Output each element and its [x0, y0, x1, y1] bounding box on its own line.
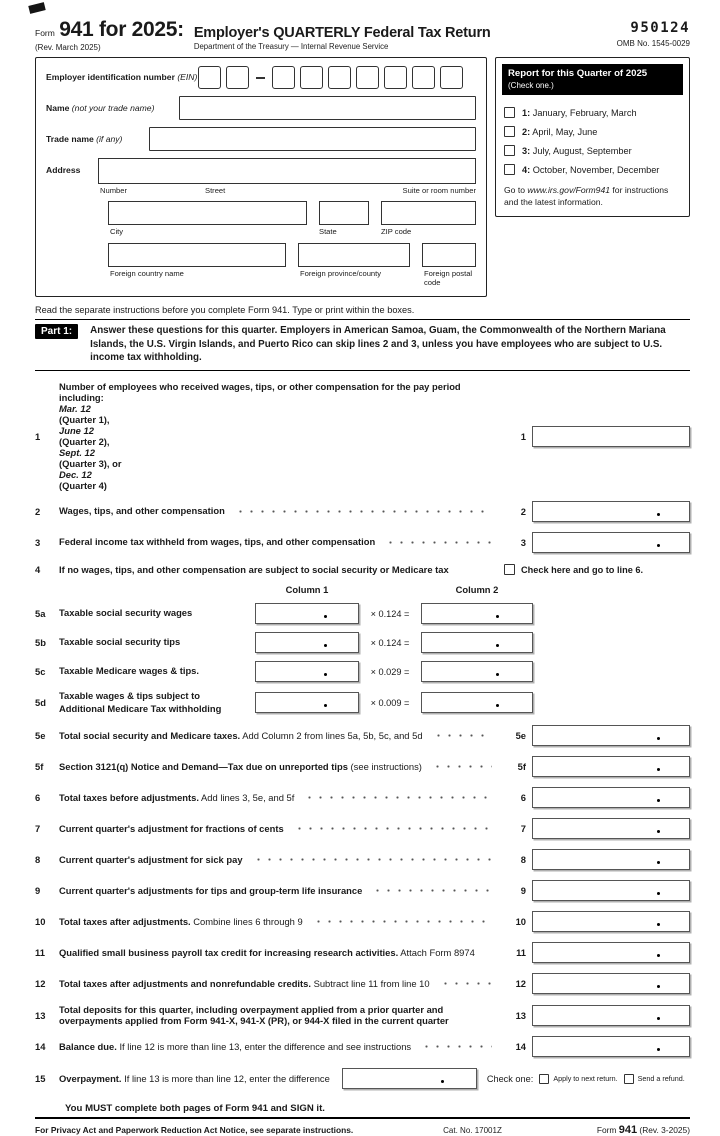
quarter-3-label: July, August, September — [532, 145, 632, 156]
apply-next-return-checkbox[interactable] — [539, 1074, 549, 1084]
city-input[interactable] — [108, 201, 307, 225]
line-2-amount-input[interactable] — [532, 501, 690, 522]
line-15-check-one-label: Check one: — [486, 1073, 534, 1084]
city-label: City — [110, 227, 124, 236]
line-13-text-2: overpayments applied from Form 941-X, 941-X (PR), or 944-X filed in the current quarter — [59, 1015, 449, 1027]
line-12 — [35, 973, 690, 994]
line-5a — [35, 603, 535, 624]
column-2-header: Column 2 — [455, 584, 499, 596]
line-5d-col2-input[interactable] — [421, 692, 533, 713]
apply-to-next-return-option — [539, 1074, 617, 1084]
line-5b-number: 5b — [35, 637, 46, 649]
page-title: Employer's QUARTERLY Federal Tax Return — [193, 25, 491, 41]
quarter-4-checkbox[interactable] — [504, 164, 515, 175]
line-14 — [35, 1036, 690, 1057]
line-8-box-number: 8 — [520, 854, 526, 866]
line-5f-label: Section 3121(q) Notice and Demand—Tax due on unreported tips — [59, 760, 348, 772]
quarter-option-4 — [504, 164, 681, 175]
line-14-instruction: If line 12 is more than line 13, enter the difference and see instructions — [116, 1040, 412, 1052]
line-3-label: Federal income tax withheld from wages, tips, and other compensation — [59, 536, 376, 548]
line-6-instruction: Add lines 3, 5e, and 5f — [198, 791, 295, 803]
line-5c-col2-input[interactable] — [421, 661, 533, 682]
line-1-amount-input[interactable] — [532, 426, 690, 447]
quarter-2-num: 2: — [522, 126, 531, 137]
ein-digit-box[interactable] — [272, 66, 295, 89]
line-7-box-number: 7 — [520, 823, 526, 835]
line-5b-col1-input[interactable] — [255, 632, 359, 653]
quarter-3-num: 3: — [522, 145, 531, 156]
line-14-box-number: 14 — [515, 1041, 526, 1053]
goto-post: for instructions and the latest information. — [504, 185, 669, 207]
foreign-province-input[interactable] — [298, 243, 410, 267]
line-15-amount-input[interactable] — [342, 1068, 477, 1089]
number-label: Number — [100, 186, 128, 195]
line-7-amount-input[interactable] — [532, 818, 690, 839]
line-5c — [35, 661, 535, 682]
foreign-province-label: Foreign province/county — [300, 269, 382, 278]
dot-leader — [432, 764, 492, 769]
line-2 — [35, 501, 690, 522]
line-6-amount-input[interactable] — [532, 787, 690, 808]
foreign-country-label: Foreign country name — [110, 269, 184, 278]
line-4-check-label: Check here and go to line 6. — [521, 564, 644, 575]
trade-name-input[interactable] — [149, 127, 476, 151]
line-6-box-number: 6 — [520, 792, 526, 804]
line-5f-number: 5f — [35, 761, 44, 773]
line-5f-amount-input[interactable] — [532, 756, 690, 777]
send-refund-option — [624, 1074, 685, 1084]
line-5e-instruction: Add Column 2 from lines 5a, 5b, 5c, and 5d — [240, 729, 423, 741]
line-10-box-number: 10 — [515, 916, 526, 928]
line-13-label — [59, 1004, 498, 1026]
dot-leader — [433, 733, 492, 738]
line-10 — [35, 911, 690, 932]
line-1 — [35, 381, 690, 491]
dot-leader — [253, 857, 492, 862]
check-one-note: (Check one.) — [508, 81, 554, 91]
line-10-amount-input[interactable] — [532, 911, 690, 932]
dot-leader — [385, 540, 492, 545]
foreign-postal-input[interactable] — [422, 243, 476, 267]
street-label: Street — [205, 186, 226, 195]
line-5d-multiplier: × 0.009 = — [370, 697, 410, 708]
column-1-header: Column 1 — [285, 584, 329, 596]
revision-date: (Rev. March 2025) — [35, 43, 101, 52]
line-8-label: Current quarter's adjustment for sick pay — [59, 853, 243, 865]
line-4-checkbox[interactable] — [504, 564, 515, 575]
dot-leader — [294, 826, 492, 831]
line-6-number: 6 — [35, 792, 41, 804]
line-13-text-1: Total deposits for this quarter, including overpayment applied from a prior quarter and — [59, 1004, 444, 1016]
line-10-number: 10 — [35, 916, 46, 928]
ein-row — [46, 66, 476, 89]
foreign-country-input[interactable] — [108, 243, 286, 267]
quarter-box-header — [502, 64, 683, 95]
line-12-instruction: Subtract line 11 from line 10 — [310, 977, 430, 989]
dot-leader — [440, 981, 492, 986]
line-10-label: Total taxes after adjustments. — [59, 915, 191, 927]
line-14-label: Balance due. — [59, 1040, 117, 1052]
line-5f — [35, 756, 690, 777]
line-5d — [35, 690, 535, 715]
line-15 — [35, 1068, 690, 1089]
line-11 — [35, 942, 690, 963]
line-5a-label: Taxable social security wages — [59, 607, 193, 619]
quarter-1-checkbox[interactable] — [504, 107, 515, 118]
line-13-box-number: 13 — [515, 1009, 526, 1021]
name-label: Name — [46, 103, 72, 113]
line-5a-multiplier: × 0.124 = — [370, 608, 410, 619]
line-9-number: 9 — [35, 885, 41, 897]
address-label: Address — [46, 165, 81, 175]
part1-header — [35, 319, 690, 371]
state-input[interactable] — [319, 201, 369, 225]
ein-digit-box[interactable] — [384, 66, 407, 89]
quarter-1-num: 1: — [522, 107, 531, 118]
line-5b-label: Taxable social security tips — [59, 636, 181, 648]
trade-name-hint: (if any) — [96, 134, 123, 144]
line-11-amount-input[interactable] — [532, 942, 690, 963]
suite-label: Suite or room number — [402, 186, 476, 195]
zip-label: ZIP code — [381, 227, 412, 236]
trade-name-label: Trade name — [46, 134, 97, 144]
line-9 — [35, 880, 690, 901]
page-footer — [35, 1124, 690, 1136]
quarter-report-box — [495, 57, 690, 217]
line-11-label: Qualified small business payroll tax credit for increasing research activities. — [59, 946, 399, 958]
foreign-postal-label: Foreign postal code — [424, 269, 473, 287]
line-1-text-1: Number of employees who received wages, tips, or other compensation for the pay period — [59, 381, 461, 393]
zip-input[interactable] — [381, 201, 476, 225]
quarter-2-label: April, May, June — [532, 126, 598, 137]
ein-label: Employer identification number — [46, 72, 178, 83]
part1-badge: Part 1: — [35, 324, 78, 339]
line-5f-instruction: (see instructions) — [347, 760, 422, 772]
line-1-number: 1 — [35, 430, 41, 442]
line-5a-number: 5a — [35, 608, 46, 620]
name-hint: (not your trade name) — [71, 103, 155, 113]
employer-info-box — [35, 57, 487, 297]
line-6-label: Total taxes before adjustments. — [59, 791, 199, 803]
line-14-number: 14 — [35, 1041, 46, 1053]
quarter-4-label: October, November, December — [532, 164, 660, 175]
line-12-box-number: 12 — [515, 978, 526, 990]
line-11-instruction: Attach Form 8974 — [398, 946, 475, 958]
quarter-option-1 — [504, 107, 681, 118]
name-input[interactable] — [179, 96, 476, 120]
line-7 — [35, 818, 690, 839]
quarter-box-title: Report for this Quarter of 2025 — [508, 68, 648, 79]
scan-corner-mark — [28, 2, 45, 14]
line-8 — [35, 849, 690, 870]
form-number-title: 941 for 2025: — [59, 18, 184, 41]
line-7-label: Current quarter's adjustment for fractions of cents — [59, 822, 284, 834]
line-8-number: 8 — [35, 854, 41, 866]
line-3 — [35, 532, 690, 553]
address-row — [46, 158, 476, 201]
form-footer-id: Form 941 (Rev. 3-2025) — [596, 1124, 690, 1136]
line-1-text-2: including: Mar. 12 (Quarter 1), June 12 (Quarter 2), Sept. 12 (Quarter 3), or Dec. 12 (Quarter 4) — [59, 392, 122, 492]
line-12-label: Total taxes after adjustments and nonrefundable credits. — [59, 977, 311, 989]
line-11-number: 11 — [35, 947, 45, 959]
name-row — [46, 96, 476, 120]
line-5c-col1-input[interactable] — [255, 661, 359, 682]
must-complete-note: You MUST complete both pages of Form 941 and SIGN it. — [35, 1089, 690, 1119]
line-12-number: 12 — [35, 978, 46, 990]
line-9-amount-input[interactable] — [532, 880, 690, 901]
send-refund-checkbox[interactable] — [624, 1074, 634, 1084]
column-headers — [35, 584, 535, 595]
line-9-box-number: 9 — [520, 885, 526, 897]
quarter-option-3 — [504, 145, 681, 156]
line-1-label — [59, 381, 498, 491]
dot-leader — [372, 888, 492, 893]
ein-digit-box[interactable] — [412, 66, 435, 89]
ein-digit-box[interactable] — [328, 66, 351, 89]
line-6 — [35, 787, 690, 808]
quarter-1-label: January, February, March — [532, 107, 637, 118]
line-5a-col1-input[interactable] — [255, 603, 359, 624]
line-15-instruction: If line 13 is more than line 12, enter the difference — [121, 1073, 330, 1085]
send-refund-label: Send a refund. — [637, 1074, 685, 1084]
line-5d-col1-input[interactable] — [255, 692, 359, 713]
line-7-number: 7 — [35, 823, 41, 835]
quarter-option-2 — [504, 126, 681, 137]
line-8-amount-input[interactable] — [532, 849, 690, 870]
ein-digit-box[interactable] — [440, 66, 463, 89]
catalog-number: Cat. No. 17001Z — [443, 1126, 502, 1136]
line-3-amount-input[interactable] — [532, 532, 690, 553]
irs-form941-link[interactable]: www.irs.gov/Form941 — [527, 185, 611, 196]
line-5f-box-number: 5f — [517, 761, 526, 773]
line-5b — [35, 632, 535, 653]
line-10-instruction: Combine lines 6 through 9 — [190, 915, 303, 927]
ein-digit-box[interactable] — [198, 66, 221, 89]
line-11-box-number: 11 — [516, 947, 526, 959]
line-15-number: 15 — [35, 1073, 46, 1085]
line-5c-number: 5c — [35, 666, 46, 678]
line-3-number: 3 — [35, 537, 41, 549]
goto-pre: Go to — [504, 185, 528, 196]
apply-next-return-label: Apply to next return. — [553, 1074, 618, 1084]
form-header — [35, 18, 690, 52]
privacy-act-note: For Privacy Act and Paperwork Reduction Act Notice, see separate instructions. — [35, 1125, 354, 1136]
line-12-amount-input[interactable] — [532, 973, 690, 994]
read-instructions-note: Read the separate instructions before you complete Form 941. Type or print within the boxes. — [35, 305, 415, 315]
line-4-number: 4 — [35, 564, 41, 576]
line-5d-number: 5d — [35, 697, 46, 709]
line-13-number: 13 — [35, 1009, 46, 1021]
dot-leader — [304, 795, 492, 800]
dot-leader — [235, 509, 492, 514]
ocr-doc-code: 950124 — [630, 20, 690, 36]
quarter-3-checkbox[interactable] — [504, 145, 515, 156]
line-5e-amount-input[interactable] — [532, 725, 690, 746]
line-15-label: Overpayment. — [59, 1073, 122, 1085]
ein-digit-box[interactable] — [226, 66, 249, 89]
dot-leader — [313, 919, 492, 924]
line-5b-col2-input[interactable] — [421, 632, 533, 653]
line-5e — [35, 725, 690, 746]
form-word: Form — [35, 28, 55, 38]
line-1-box-number: 1 — [520, 430, 526, 442]
line-4-label: If no wages, tips, and other compensation are subject to social security or Medicare tax — [59, 564, 449, 576]
line-4 — [35, 564, 690, 575]
line-13-amount-input[interactable] — [532, 1005, 690, 1026]
line-2-box-number: 2 — [520, 506, 526, 518]
line-5a-col2-input[interactable] — [421, 603, 533, 624]
line-2-number: 2 — [35, 506, 41, 518]
line-5c-label: Taxable Medicare wages & tips. — [59, 665, 199, 677]
ein-hint: (EIN) — [177, 72, 198, 83]
agency-subtitle: Department of the Treasury — Internal Revenue Service — [193, 42, 389, 51]
part1-instructions: Answer these questions for this quarter. Employers in American Samoa, Guam, the Commonwealth of the Northern Mariana Islands, the U.S. Virgin Islands, and Puerto Rico can skip lines 2 and 3, unless you have employees who are subject to U.S. income tax withholding. — [90, 325, 666, 364]
line-5e-number: 5e — [35, 730, 46, 742]
quarter-2-checkbox[interactable] — [504, 126, 515, 137]
state-label: State — [319, 227, 337, 236]
ein-digit-box[interactable] — [300, 66, 323, 89]
line-3-box-number: 3 — [520, 537, 526, 549]
line-13 — [35, 1004, 690, 1026]
line-14-amount-input[interactable] — [532, 1036, 690, 1057]
goto-instructions-note — [502, 185, 683, 210]
ein-digit-box[interactable] — [356, 66, 379, 89]
line-9-label: Current quarter's adjustments for tips and group-term life insurance — [59, 884, 363, 896]
dot-leader — [421, 1044, 492, 1049]
form-941-page — [35, 8, 690, 1136]
line-2-label: Wages, tips, and other compensation — [59, 505, 225, 517]
omb-number: OMB No. 1545-0029 — [616, 39, 690, 48]
ein-dash — [256, 77, 265, 79]
line-5d-label: Taxable wages & tips subject to Additional Medicare Tax withholding — [59, 690, 222, 714]
line-5e-box-number: 5e — [515, 730, 526, 742]
line-5e-label: Total social security and Medicare taxes. — [59, 729, 241, 741]
address-street-input[interactable] — [98, 158, 476, 184]
question-rows — [35, 381, 690, 1089]
trade-name-row — [46, 127, 476, 151]
line-5b-multiplier: × 0.124 = — [370, 637, 410, 648]
quarter-4-num: 4: — [522, 164, 531, 175]
line-5c-multiplier: × 0.029 = — [370, 666, 410, 677]
